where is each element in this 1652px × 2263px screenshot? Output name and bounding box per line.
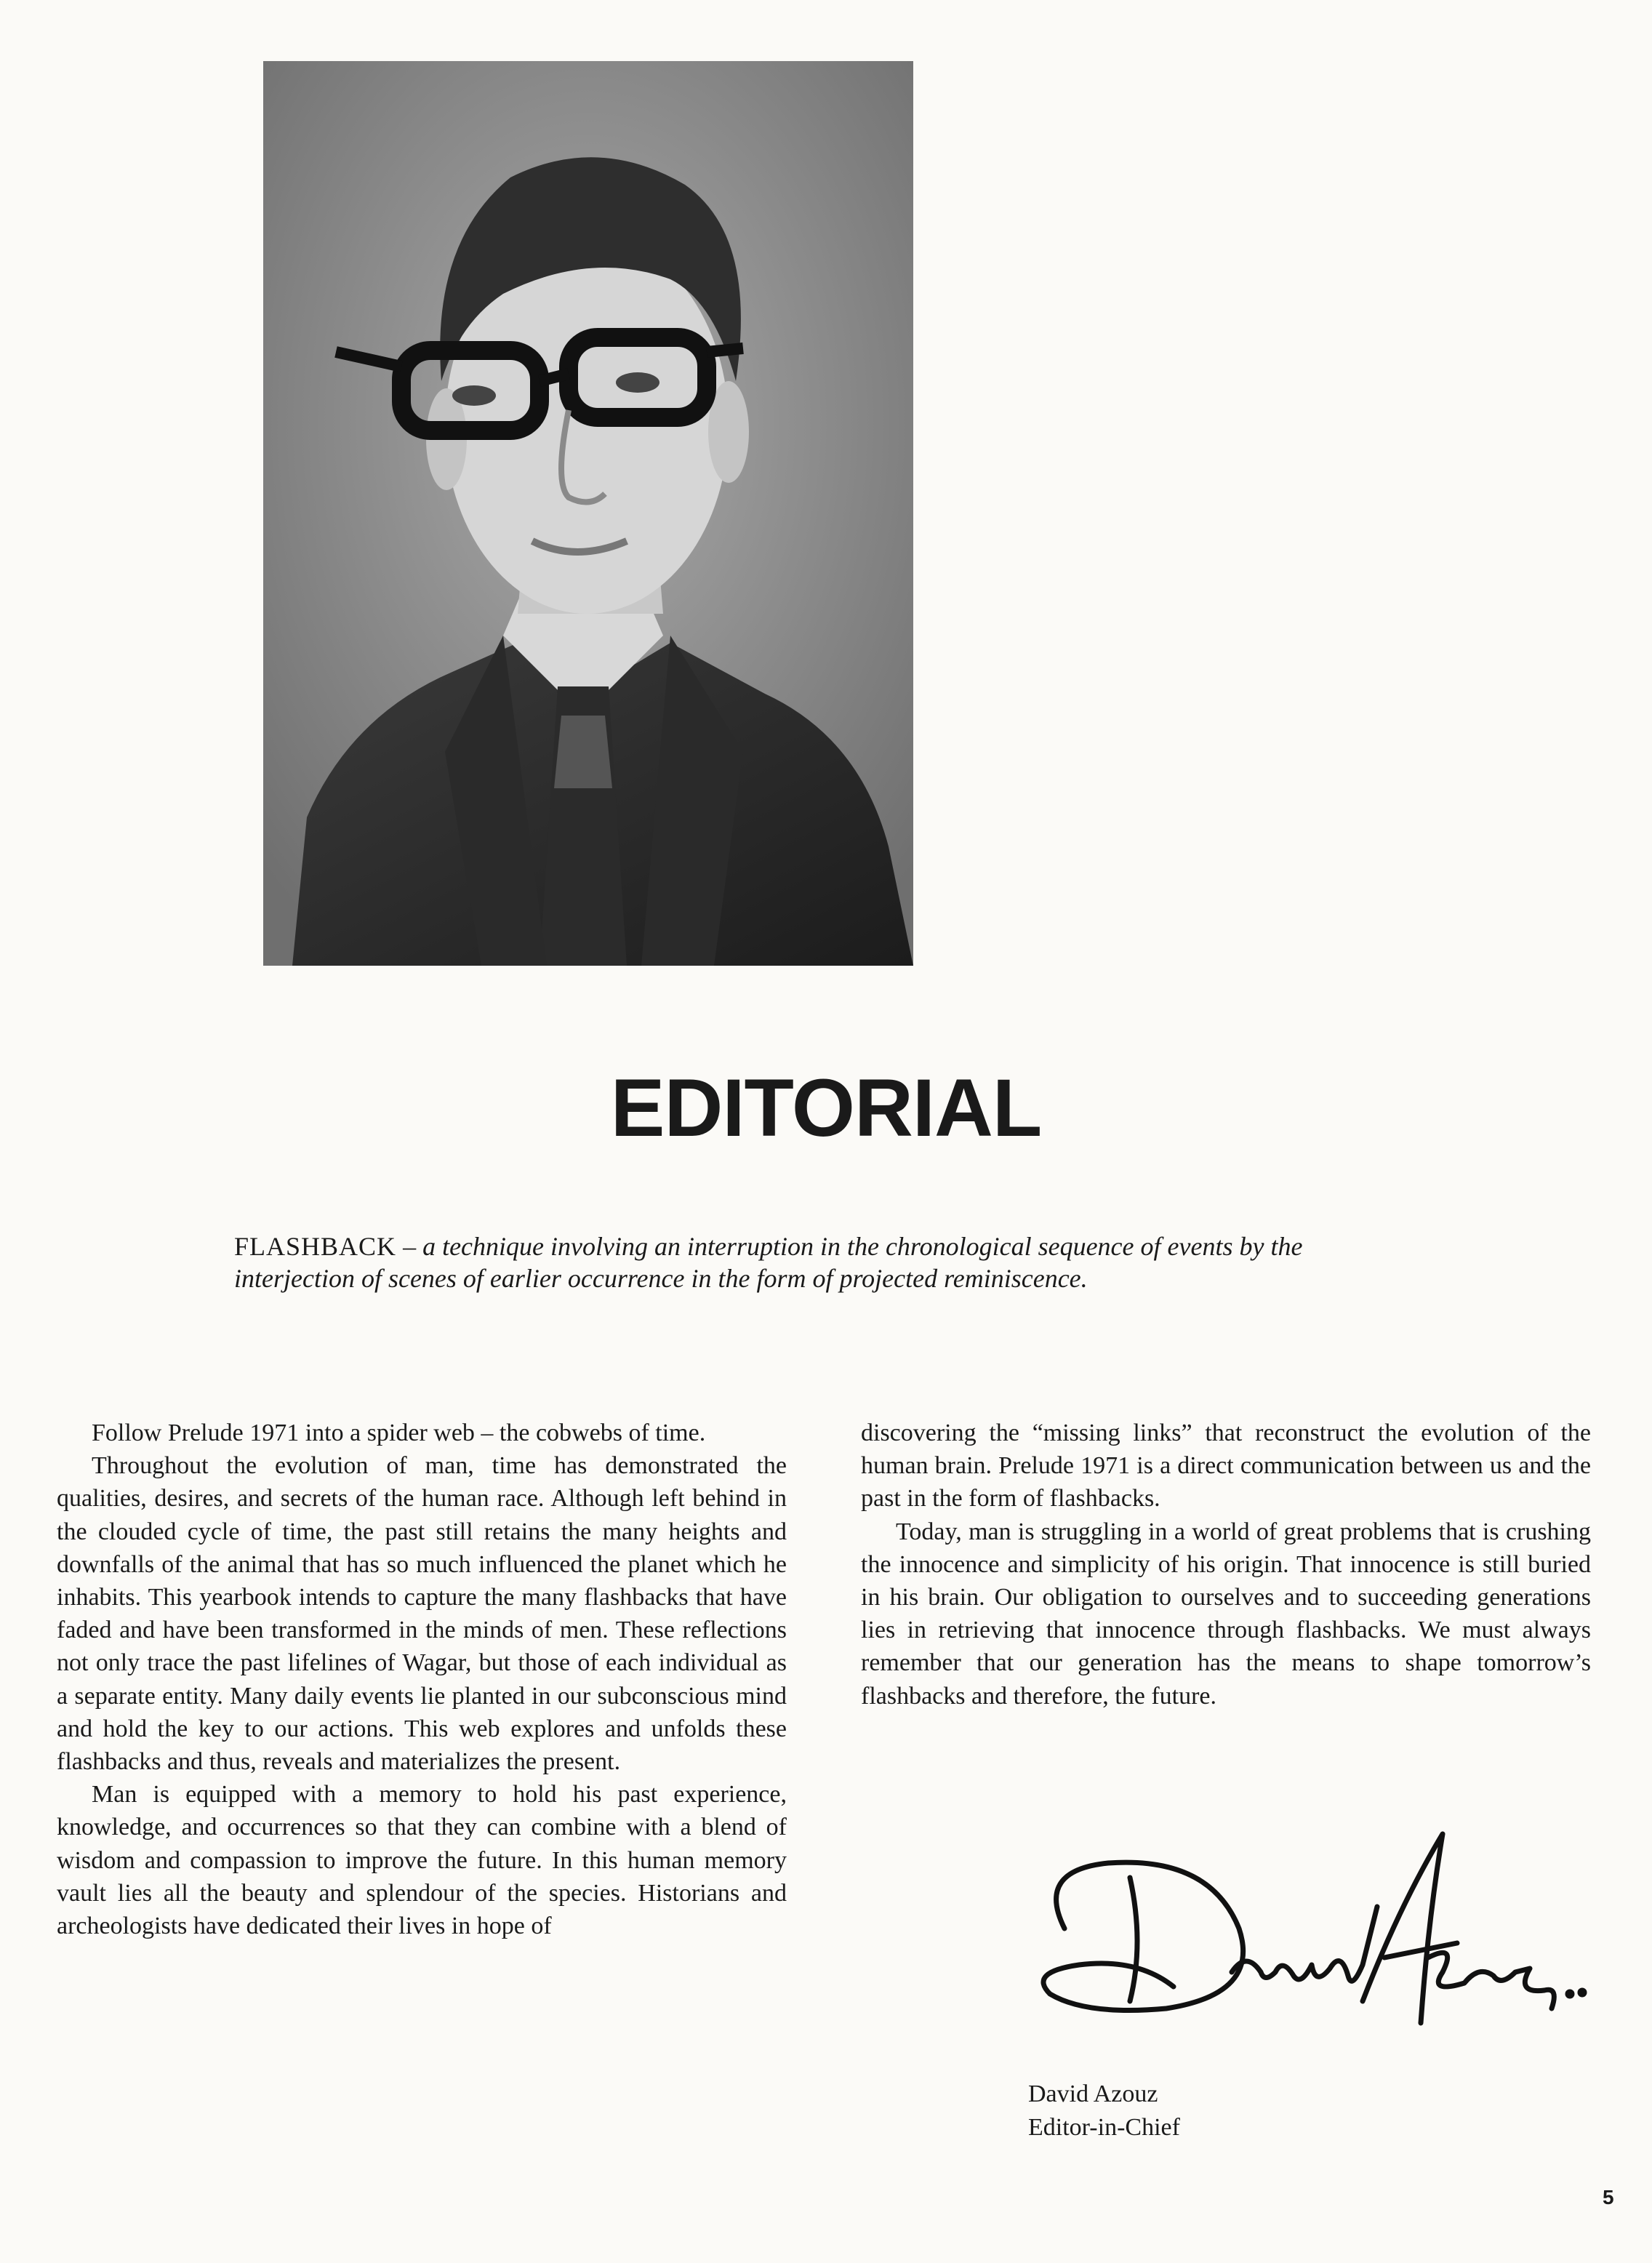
right-paragraph-2: Today, man is struggling in a world of great problems that is crushing the innocence and simplicity of his origin. That innocence is still buried in his brain. Our obligation to ourselves and to succeeding generations lies in retrieving that innocence through flashbacks. We must always remember that our generation has the means to shape tomorrow’s flashbacks and therefore, the future. bbox=[861, 1518, 1591, 1710]
definition-term: FLASHBACK bbox=[234, 1232, 397, 1261]
editor-portrait-photo bbox=[263, 61, 913, 966]
signature-name: David Azouz bbox=[1028, 2080, 1158, 2107]
left-paragraph-1: Follow Prelude 1971 into a spider web – the cobwebs of time. bbox=[92, 1419, 706, 1446]
page-number: 5 bbox=[1603, 2186, 1614, 2208]
flashback-definition bbox=[234, 1230, 1412, 1294]
left-paragraph-2: Throughout the evolution of man, time has demonstrated the qualities, desires, and secrets of the human race. Although left behind in the clouded cycle of time, the past still retains the many heights and downfalls of the animal that has so much influenced the planet which he inhabits. This yearbook intends to capture the many flashbacks that have faded and have been transformed in the minds of men. These reflections not only trace the past lifelines of Wagar, but those of each individual as a separate entity. Many daily events lie planted in our subconscious mind and hold the key to our actions. This web explores and unfolds these flashbacks and thus, reveals and materializes the present. bbox=[57, 1452, 787, 1776]
definition-dash: – bbox=[396, 1232, 423, 1261]
portrait-photo-icon bbox=[263, 61, 913, 966]
page-title: EDITORIAL bbox=[610, 1062, 1042, 1153]
handwritten-signature bbox=[1021, 1819, 1588, 2038]
editorial-right-column bbox=[861, 1417, 1591, 1713]
signature-icon bbox=[1021, 1819, 1588, 2038]
editorial-left-column bbox=[57, 1417, 787, 1942]
definition-text: a technique involving an interruption in the chronological sequence of events by the interjection of scenes of earlier occurrence in the form of projected reminiscence. bbox=[234, 1232, 1303, 1293]
signature-role: Editor-in-Chief bbox=[1028, 2114, 1180, 2141]
right-paragraph-1: discovering the “missing links” that reconstruct the evolution of the human brain. Prelude 1971 is a direct communication between us and the past in the form of flashbacks. bbox=[861, 1419, 1591, 1513]
left-paragraph-3: Man is equipped with a memory to hold his past experience, knowledge, and occurrences so that they can combine with a blend of wisdom and compassion to improve the future. In this human memory vault lies all the beauty and splendour of the species. Historians and archeologists have dedicated their lives in hope of bbox=[57, 1781, 787, 1940]
